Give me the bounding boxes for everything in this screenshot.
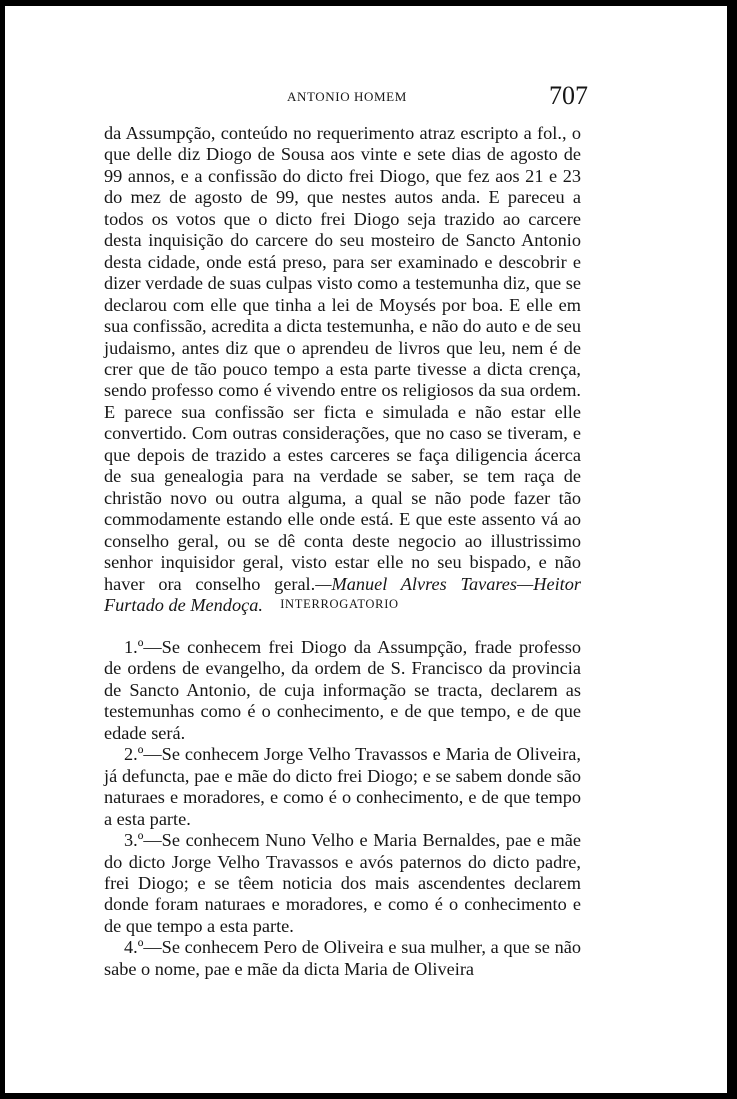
running-title: ANTONIO HOMEM <box>287 89 407 104</box>
page-number: 707 <box>549 81 588 110</box>
section-heading-text: INTERROGATORIO <box>280 597 399 611</box>
interrogatory-item-4: 4.º—Se conhecem Pero de Oliveira e sua mulher, a que se não sabe o nome, pae e mãe da dicta Maria de Oliveira <box>104 937 581 979</box>
interrogatory-item-1: 1.º—Se conhecem frei Diogo da Assumpção, frade professo de ordens de evangelho, da ordem de S. Francisco da provincia de Sancto Antonio, de cuja informação se tracta, declarem as testemunhas como é o conhecimento, e de que tempo, e de que edade será. <box>104 637 581 743</box>
scan-frame-right <box>727 0 737 1099</box>
running-head <box>0 81 737 115</box>
main-paragraph <box>104 123 581 616</box>
scan-frame-bottom <box>0 1093 737 1099</box>
interrogatory-list <box>104 637 581 980</box>
scan-frame-left <box>0 0 5 1099</box>
signature: —Manuel Alvres Tavares—Heitor Furtado de Mendoça. <box>104 573 581 615</box>
scan-frame-top <box>0 0 737 6</box>
main-paragraph-block <box>104 123 581 616</box>
main-paragraph-text: da Assumpção, conteúdo no requerimento atraz escripto a fol., o que delle diz Diogo de Sousa aos vinte e sete dias de agosto de 99 annos, e a confissão do dicto frei Diogo, que fez aos 21 e 23 do mez de agosto de 99, que nestes autos anda. E pareceu a todos os votos que o dicto frei Diogo seja trazido ao carcere desta inquisição do carcere do seu mosteiro de Sancto Antonio desta cidade, onde está preso, para ser examinado e descobrir e dizer verdade de suas culpas visto como a testemunha diz, que se declarou com elle que tinha a lei de Moysés por boa. E elle em sua confissão, acredita a dicta testemunha, e não do auto e de seu judaismo, antes diz que o aprendeu de livros que leu, nem é de crer que de tão pouco tempo a esta parte tivesse a dicta crença, sendo professo como é vivendo entre os religiosos da sua ordem. E parece sua confissão ser ficta e simulada e não estar elle convertido. Com outras considerações, que no caso se tiveram, e que depois de trazido a estes carceres se faça diligencia ácerca de sua genealogia para na verdade se saber, se tem raça de christão novo ou outra alguma, a qual se não pode fazer tão commodamente estando elle onde está. E que este assento vá ao conselho geral, ou se dê conta deste negocio ao illustrissimo senhor inquisidor geral, visto estar elle no seu bispado, e não haver ora conselho geral. <box>104 123 581 594</box>
interrogatory-item-3: 3.º—Se conhecem Nuno Velho e Maria Bernaldes, pae e mãe do dicto Jorge Velho Travassos e avós paternos do dicto padre, frei Diogo; e se têem noticia dos mais ascendentes declarem donde foram naturaes e moradores, e como é o conhecimento e de que tempo a esta parte. <box>104 830 581 936</box>
interrogatory-item-2: 2.º—Se conhecem Jorge Velho Travassos e Maria de Oliveira, já defuncta, pae e mãe do dicto frei Diogo; e se sabem donde são naturaes e moradores, e como é o conhecimento, e de que tempo a esta parte. <box>104 744 581 829</box>
section-heading <box>0 597 737 612</box>
